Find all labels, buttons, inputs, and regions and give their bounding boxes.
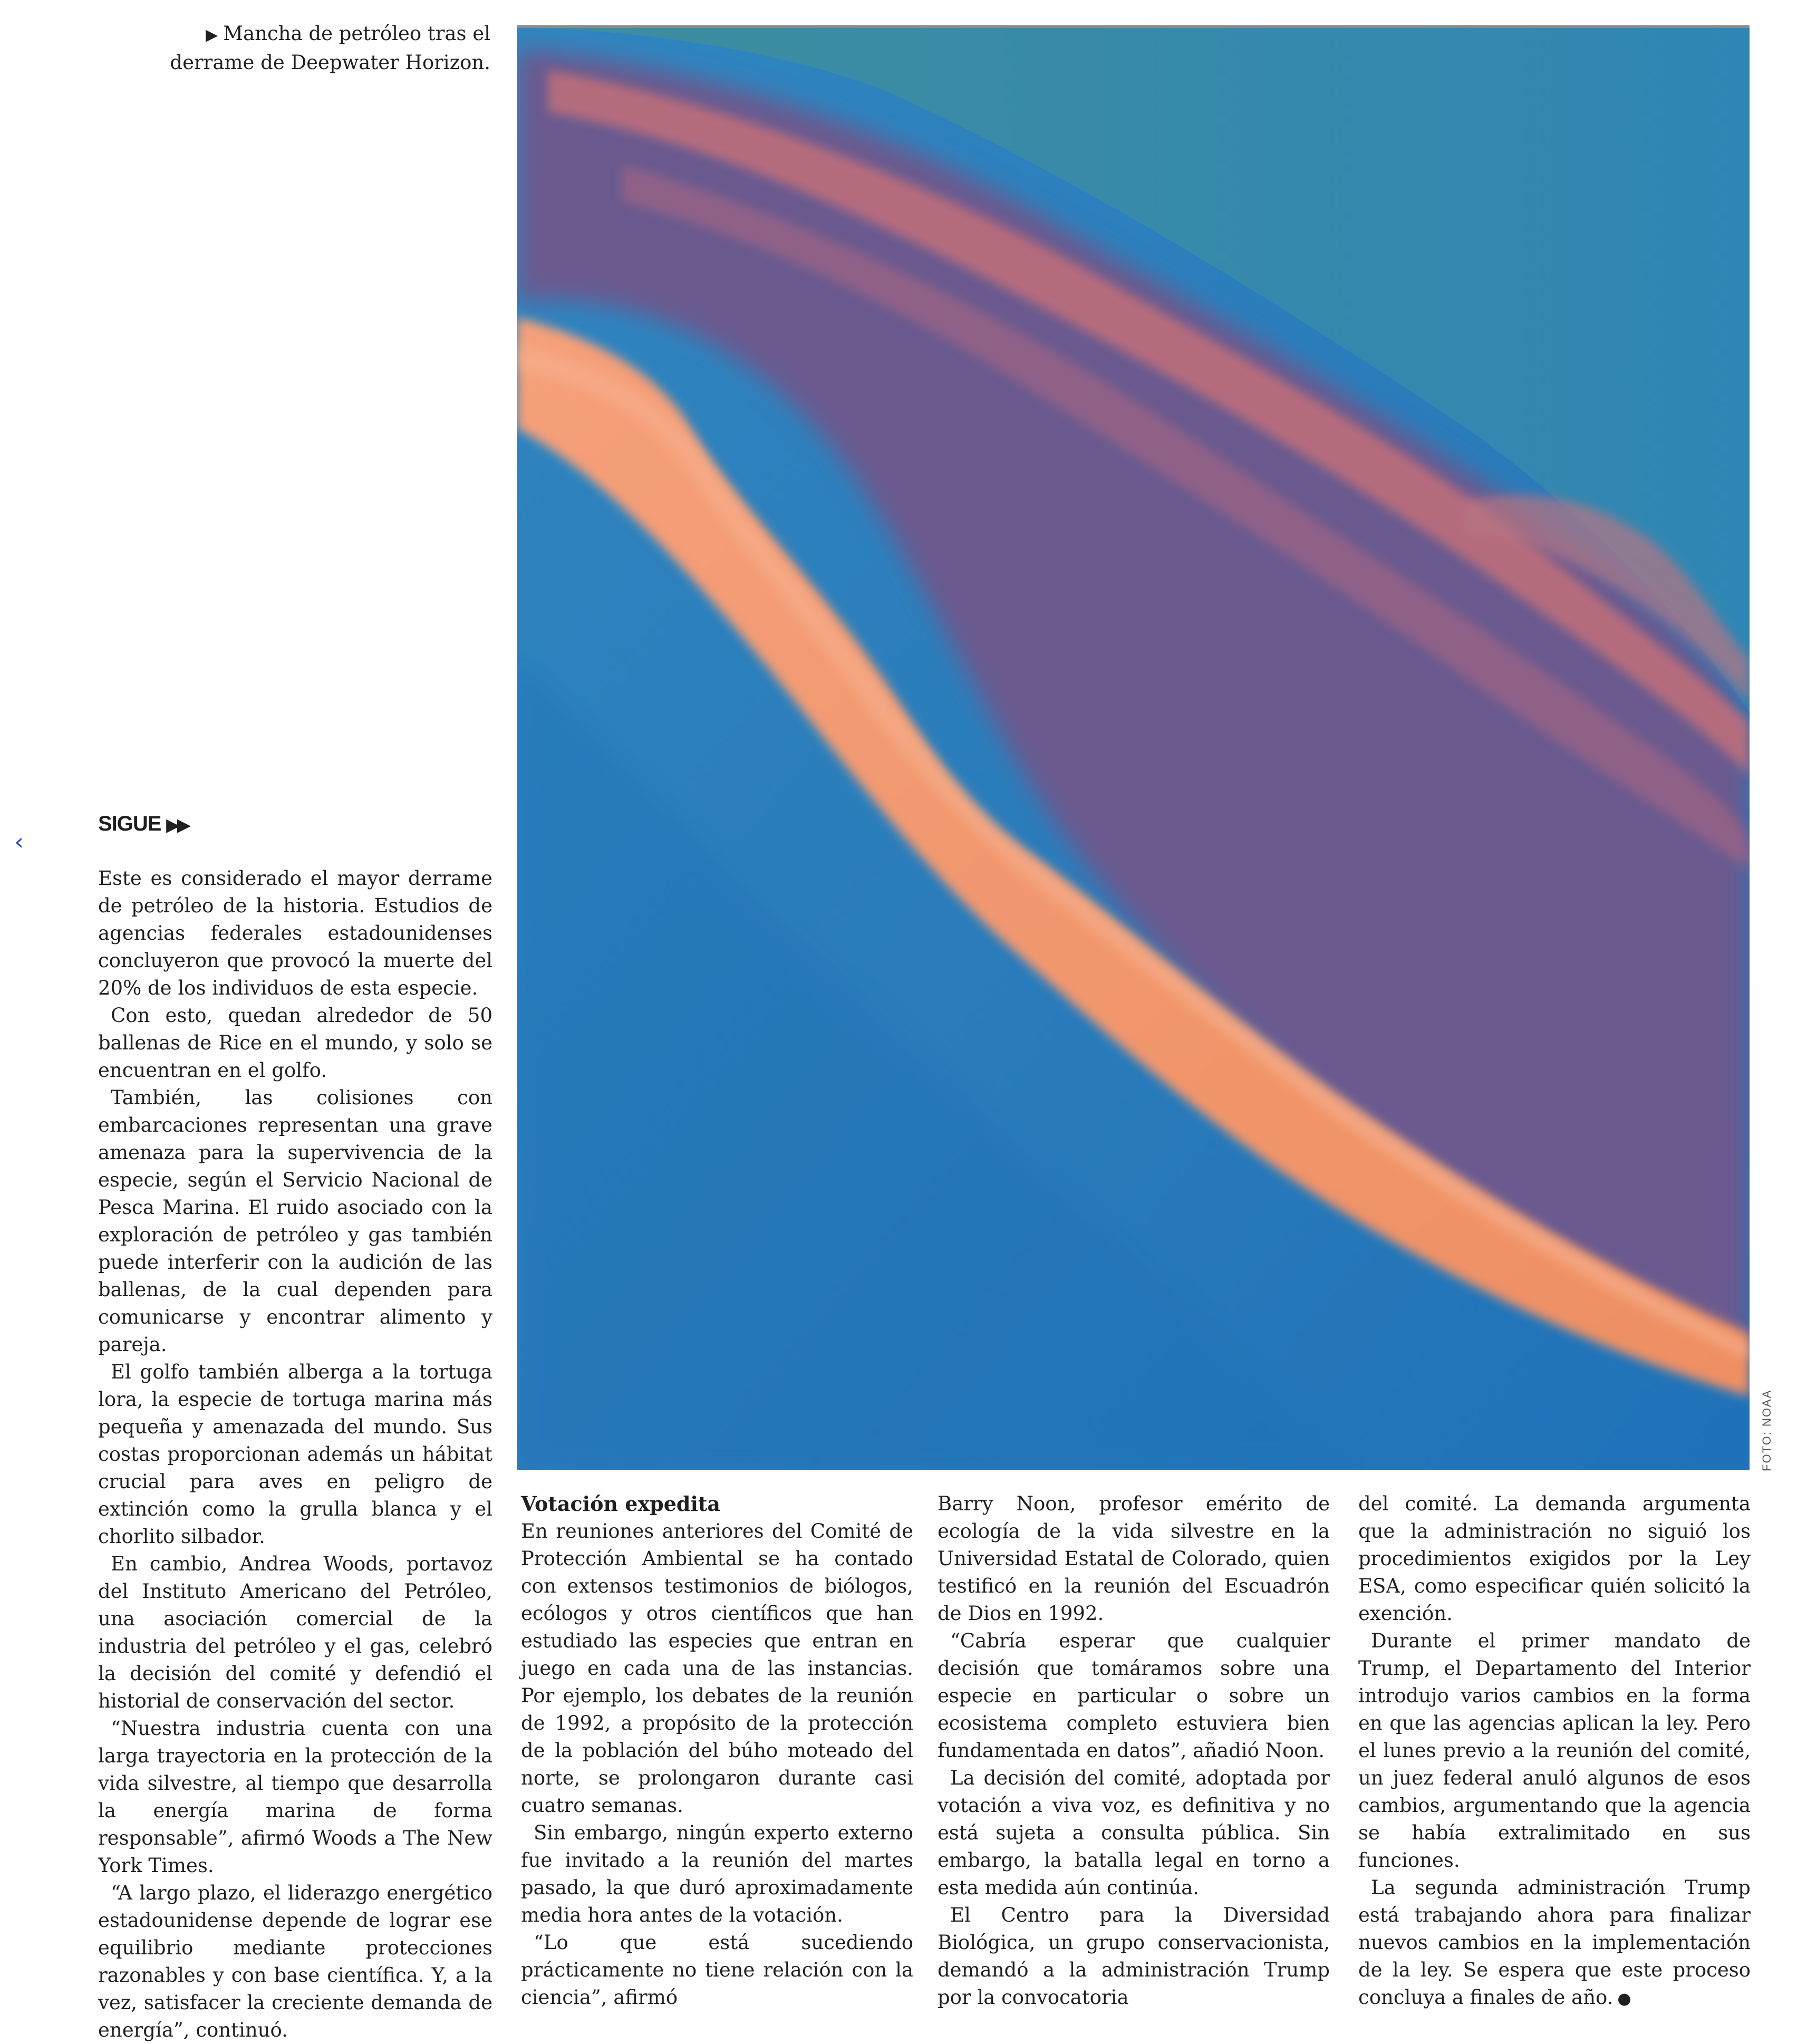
oil-slick-illustration bbox=[517, 28, 1750, 1470]
paragraph: En reuniones anteriores del Comité de Protección Ambiental se ha contado con extensos testimonios de biólogos, ecólogos y otros científicos que han estudiado las especies que entran en juego en cada una de las instancias. Por ejemplo, los debates de la reunión de 1992, a propósito de la protección de la población del búho moteado del norte, se prolongaron durante casi cuatro semanas. bbox=[521, 1520, 913, 1817]
photo-credit-text: FOTO: NOAA bbox=[1760, 1389, 1773, 1471]
paragraph: Este es considerado el mayor derrame de petróleo de la historia. Estudios de agencias federales estadounidenses concluyeron que provocó la muerte del 20% de los individuos de esta especie. bbox=[98, 867, 492, 999]
paragraph: del comité. La demanda argumenta que la administración no siguió los procedimientos exigidos por la Ley ESA, como especificar quién solicitó la exención. bbox=[1358, 1492, 1751, 1625]
continued-label-text: SIGUE bbox=[98, 812, 161, 835]
paragraph: “Lo que está sucediendo prácticamente no tiene relación con la ciencia”, afirmó bbox=[521, 1931, 913, 2009]
paragraph: Sin embargo, ningún experto externo fue invitado a la reunión del martes pasado, la que duró aproximadamente media hora antes de la votación. bbox=[521, 1821, 913, 1926]
article-column-1 bbox=[98, 865, 492, 2044]
oil-slick-photo bbox=[517, 25, 1750, 1470]
paragraph: “Cabría esperar que cualquier decisión que tomáramos sobre una especie en particular o sobre un ecosistema completo estuviera bien fundamentada en datos”, añadió Noon. bbox=[938, 1630, 1330, 1762]
paragraph: El Centro para la Diversidad Biológica, un grupo conservacionista, demandó a la administración Trump por la convocatoria bbox=[938, 1904, 1330, 2009]
back-button[interactable] bbox=[3, 826, 35, 857]
caption-text: Mancha de petróleo tras el derrame de Deepwater Horizon. bbox=[170, 22, 490, 74]
chevron-left-icon: ‹ bbox=[14, 828, 24, 855]
photo-credit bbox=[1750, 1371, 1781, 1471]
section-subhead: Votación expedita bbox=[521, 1492, 721, 1516]
article-column-4 bbox=[1358, 1490, 1751, 2013]
paragraph: Barry Noon, profesor emérito de ecología de la vida silvestre en la Universidad Estatal de Colorado, quien testificó en la reunión del Escuadrón de Dios en 1992. bbox=[938, 1492, 1330, 1625]
paragraph bbox=[1358, 1874, 1751, 2013]
end-mark-icon: ● bbox=[1617, 1990, 1631, 2008]
paragraph: “Nuestra industria cuenta con una larga trayectoria en la protección de la vida silvestre, al tiempo que desarrolla la energía marina de forma responsable”, afirmó Woods a The New York Times. bbox=[98, 1717, 492, 1877]
paragraph: Durante el primer mandato de Trump, el Departamento del Interior introdujo varios cambios en la forma en que las agencias aplican la ley. Pero el lunes previo a la reunión del comité, un juez federal anuló algunos de esos cambios, argumentando que la agencia se había extralimitado en sus funciones. bbox=[1358, 1630, 1751, 1872]
article-column-3 bbox=[938, 1490, 1330, 2011]
paragraph-text: La segunda administración Trump está trabajando ahora para finalizar nuevos cambios en la implementación de la ley. Se espera que este proceso concluya a finales de año. bbox=[1358, 1876, 1751, 2009]
caption-arrow-icon: ▶ bbox=[206, 26, 218, 44]
paragraph: El golfo también alberga a la tortuga lora, la especie de tortuga marina más pequeña y amenazada del mundo. Sus costas proporcionan además un hábitat crucial para aves en peligro de extinción como la grulla blanca y el chorlito silbador. bbox=[98, 1361, 492, 1548]
photo-caption bbox=[153, 20, 490, 76]
paragraph: En cambio, Andrea Woods, portavoz del Instituto Americano del Petróleo, una asociación comercial de la industria del petróleo y el gas, celebró la decisión del comité y defendió el historial de conservación del sector. bbox=[98, 1553, 492, 1712]
paragraph: La decisión del comité, adoptada por votación a viva voz, es definitiva y no está sujeta a consulta pública. Sin embargo, la batalla legal en torno a esta medida aún continúa. bbox=[938, 1767, 1330, 1899]
article-column-2 bbox=[521, 1490, 913, 2011]
paragraph: También, las colisiones con embarcaciones representan una grave amenaza para la supervivencia de la especie, según el Servicio Nacional de Pesca Marina. El ruido asociado con la exploración de petróleo y gas también puede interferir con la audición de las ballenas, de la cual dependen para comunicarse y encontrar alimento y pareja. bbox=[98, 1086, 492, 1356]
continued-arrows-icon: ▶▶ bbox=[166, 815, 188, 834]
paragraph: “A largo plazo, el liderazgo energético estadounidense depende de lograr ese equilibrio mediante protecciones razonables y con base científica. Y, a la vez, satisfacer la creciente demanda de energía”, continuó. bbox=[98, 1882, 492, 2041]
continued-label bbox=[98, 812, 188, 836]
paragraph: Con esto, quedan alrededor de 50 ballenas de Rice en el mundo, y solo se encuentran en el golfo. bbox=[98, 1004, 492, 1082]
